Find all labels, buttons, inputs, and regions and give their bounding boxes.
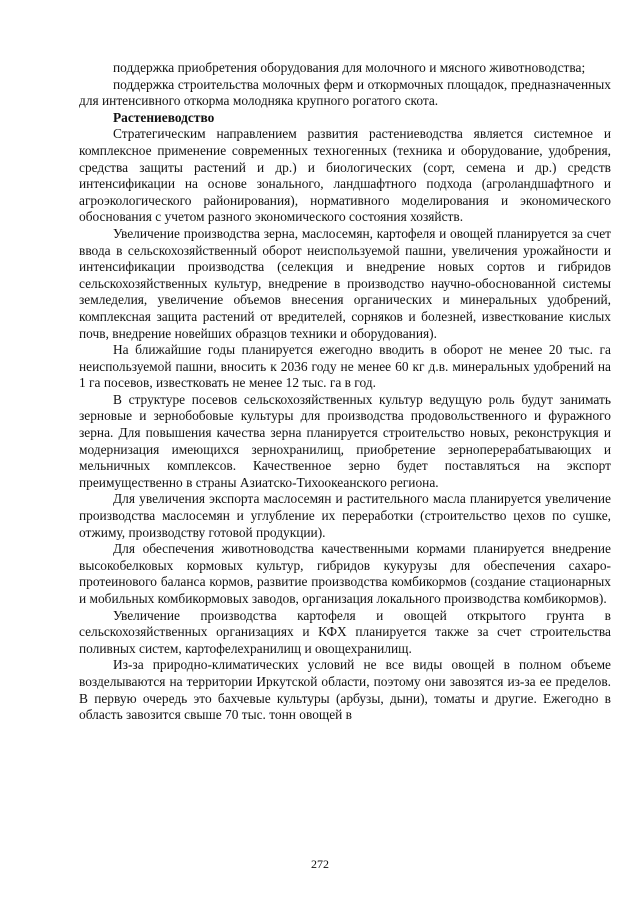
paragraph: поддержка строительства молочных ферм и откормочных площадок, предназначенных для интенсивного откорма молодняка крупного рогатого скота. bbox=[79, 76, 611, 109]
paragraph: Для увеличения экспорта маслосемян и растительного масла планируется увеличение производства маслосемян и углубление их переработки (строительство цехов по сушке, отжиму, производству готовой продукции). bbox=[79, 491, 611, 540]
page-body bbox=[79, 60, 611, 724]
paragraph: Стратегическим направлением развития растениеводства является системное и комплексное применение современных техногенных (техника и оборудование, удобрения, средства защиты растений и др.) и биологических (сорт, семена и др.) средств интенсификации на основе зонального, ландшафтного подхода (агроландшафтного и агроэкологического районирования), нормативного моделирования и экономического обоснования с учетом разного экономического состояния хозяйств. bbox=[79, 126, 611, 225]
paragraph: В структуре посевов сельскохозяйственных культур ведущую роль будут занимать зерновые и зернобобовые культуры для производства продовольственного и фуражного зерна. Для повышения качества зерна планируется строительство новых, реконструкция и модернизация имеющихся зернохранилищ, приобретение зерноперерабатывающих и мельничных комплексов. Качественное зерно будет поставляться на экспорт преимущественно в страны Азиатско-Тихоокеанского региона. bbox=[79, 391, 611, 490]
paragraph: Увеличение производства зерна, маслосемян, картофеля и овощей планируется за счет ввода в сельскохозяйственный оборот неиспользуемой пашни, увеличения урожайности и интенсификации производства (селекция и внедрение новых сортов и гибридов сельскохозяйственных культур, внедрение в производство научно-обоснованной системы земледелия, увеличение объемов внесения органических и минеральных удобрений, комплексная защита растений от вредителей, сорняков и болезней, известкование кислых почв, внедрение новейших образцов техники и оборудования). bbox=[79, 225, 611, 341]
section-heading: Растениеводство bbox=[113, 109, 215, 125]
paragraph: Увеличение производства картофеля и овощей открытого грунта в сельскохозяйственных организациях и КФХ планируется также за счет строительства поливных систем, картофелехранилищ и овощехранилищ. bbox=[79, 607, 611, 656]
paragraph: Для обеспечения животноводства качественными кормами планируется внедрение высокобелковых кормовых культур, гибридов кукурузы для обеспечения сахаро-протеинового баланса кормов, развитие производства комбикормов (создание стационарных и мобильных комбикормовых заводов, организация локального производства комбикормов). bbox=[79, 541, 611, 606]
page-number: 272 bbox=[311, 857, 329, 871]
paragraph: поддержка приобретения оборудования для молочного и мясного животноводства; bbox=[113, 60, 586, 75]
paragraph: На ближайшие годы планируется ежегодно вводить в оборот не менее 20 тыс. га неиспользуемой пашни, вносить к 2036 году не менее 60 кг д.в. минеральных удобрений на 1 га посевов, известковать не менее 12 тыс. га в год. bbox=[79, 342, 611, 391]
paragraph: Из-за природно-климатических условий не все виды овощей в полном объеме возделываются на территории Иркутской области, поэтому они завозятся из-за ее пределов. В первую очередь это бахчевые культуры (арбузы, дыни), томаты и другие. Ежегодно в область завозится свыше 70 тыс. тонн овощей в bbox=[79, 657, 611, 723]
